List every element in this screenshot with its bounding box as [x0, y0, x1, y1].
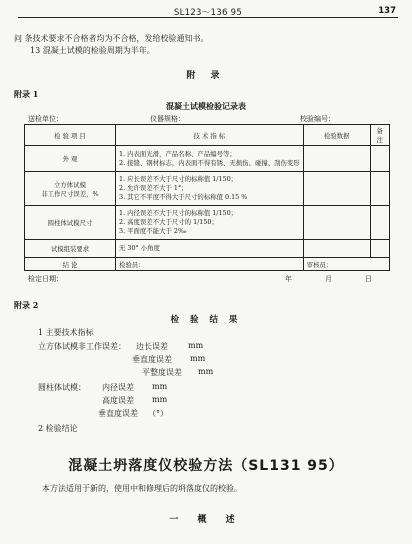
cylinder-item-name: 内径误差	[102, 383, 134, 392]
conclusion-row	[25, 258, 390, 271]
row-note-cell	[370, 206, 389, 240]
date-day: 日	[365, 275, 372, 283]
conclusion-label: 结 论	[25, 258, 116, 271]
meta-spec: 仪器规格：	[150, 115, 185, 123]
row-spec	[116, 206, 304, 240]
record-table	[24, 124, 390, 271]
reviewer-label: 审核员：	[303, 258, 389, 271]
cube-label: 立方体试模非工作误差：	[38, 342, 126, 351]
spec-line: 2. 接缝、钢材标志，内表面不得有锈、无损伤、碰撞、刮伤变形	[119, 158, 300, 167]
row-spec	[116, 172, 304, 206]
spec-line: 3. 其它不平度不得大于尺寸的标称值 0.15 %	[119, 193, 248, 201]
spec-line: 1. 内表面光滑，产品名称、产品编号等；	[119, 149, 236, 158]
col-header-data: 检验数据	[303, 125, 370, 146]
table-row	[25, 172, 390, 206]
cylinder-item-unit: mm	[152, 395, 168, 404]
cylinder-item-name: 高度误差	[102, 396, 134, 405]
cube-item-name: 平整度误差	[142, 368, 182, 377]
col-header-tech: 技 术 指 标	[116, 125, 304, 146]
section-2-heading: 2 检验结论	[38, 424, 78, 433]
spec-line: 无 30° 小角度	[119, 244, 160, 252]
cube-item-unit: mm	[190, 354, 206, 363]
document-title: 混凝土坍落度仪校验方法（SL131 95）	[68, 458, 344, 474]
spec-line: 3. 平面度不能大于 2‰	[119, 227, 187, 235]
spec-line: 2. 允许误差不大于 1°；	[119, 184, 188, 192]
cube-item-unit: mm	[198, 367, 214, 376]
table-row	[25, 240, 390, 258]
page-header	[18, 2, 398, 18]
row-note-cell	[370, 146, 389, 172]
date-month: 月	[325, 275, 332, 283]
record-table-title: 混凝土试模检验记录表	[166, 101, 246, 111]
row-spec	[116, 240, 304, 258]
meta-unit: 送检单位：	[28, 115, 63, 123]
row-spec	[116, 146, 304, 172]
row-label: 立方体试模 非工作尺寸误差，%	[25, 172, 116, 206]
results-heading: 检 验 结 果	[170, 315, 242, 325]
cylinder-item-unit: mm	[152, 382, 168, 391]
appendix2-label: 附录 2	[14, 300, 39, 310]
col-header-note: 备 注	[370, 125, 389, 146]
table-row	[25, 206, 390, 240]
table-header-row	[25, 125, 390, 146]
intro-line-2: 13 混凝土试模的检验周期为半年。	[30, 46, 155, 55]
cylinder-item-unit: （°）	[148, 409, 168, 418]
spec-line: 1. 应长误差不大于尺寸的标称值 1/150；	[119, 175, 238, 183]
col-header-item: 检 验 项 目	[25, 125, 116, 146]
table-row	[25, 146, 390, 172]
header-standard-range: SL123～136 95	[173, 8, 243, 18]
section-1-heading: 1 主要技术指标	[38, 328, 94, 337]
intro-line-1: 问 条技术要求不合格者均为不合格，发给校验通知书。	[14, 34, 209, 43]
row-label: 圆柱体试模尺寸	[25, 206, 116, 240]
row-label: 试模组装要求	[25, 240, 116, 258]
row-data-cell	[303, 172, 370, 206]
appendix1-label: 附录 1	[14, 89, 39, 99]
cylinder-item-name: 垂直度误差	[98, 409, 138, 418]
inspection-date-label: 检定日期：	[28, 275, 63, 283]
cylinder-label: 圆柱体试模：	[38, 383, 86, 392]
row-data-cell	[303, 206, 370, 240]
meta-no: 校验编号：	[300, 115, 335, 123]
cube-item-unit: mm	[188, 341, 204, 350]
appendix-heading: 附 录	[186, 71, 226, 81]
page-number: 137	[378, 6, 396, 16]
spec-line: 2. 高度误差不大于尺寸的 1/150；	[119, 218, 218, 226]
row-data-cell	[303, 240, 370, 258]
header-rule	[18, 17, 398, 18]
spec-line: 1. 内径误差不大于尺寸的标称值 1/150；	[119, 209, 238, 217]
date-year: 年	[285, 275, 292, 283]
row-label: 外 观	[25, 146, 116, 172]
row-note-cell	[370, 240, 389, 258]
row-note-cell	[370, 172, 389, 206]
cube-item-name: 垂直度误差	[132, 355, 172, 364]
lead-paragraph: 本方法适用于新的，使用中和修理后的坍落度仪的校验。	[42, 484, 242, 493]
cube-item-name: 边长误差	[136, 342, 168, 351]
checker-label: 检验员：	[116, 258, 304, 271]
section-heading: 一 概 述	[169, 515, 243, 525]
row-data-cell	[303, 146, 370, 172]
